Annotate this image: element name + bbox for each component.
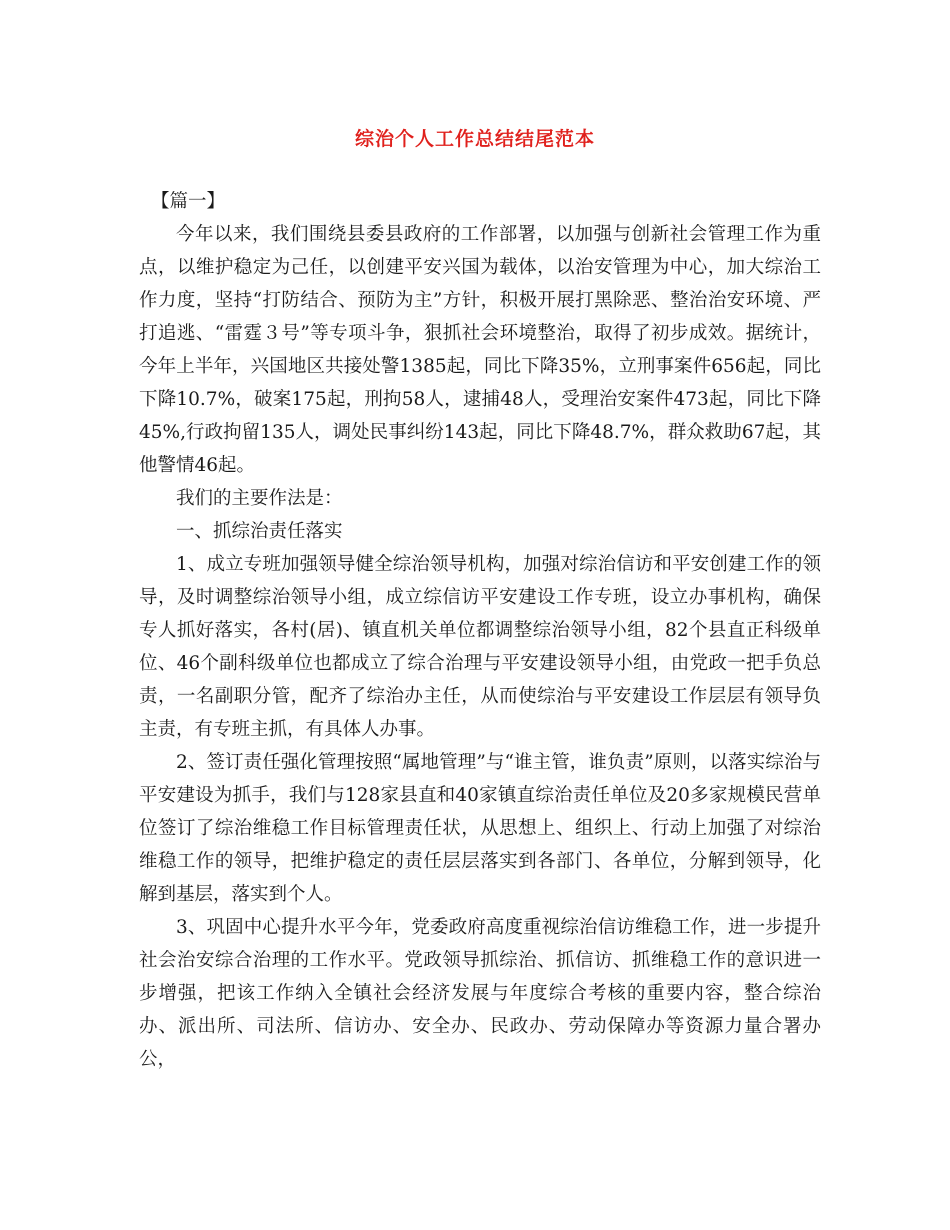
paragraph: 今年以来，我们围绕县委县政府的工作部署，以加强与创新社会管理工作为重点，以维护稳定为己任，以创建平安兴国为载体，以治安管理为中心，加大综治工作力度，坚持“打防结合、预防为主”方针，积极开展打黑除恶、整治治安环境、严打追逃、“雷霆３号”等专项斗争，狠抓社会环境整治，取得了初步成效。据统计，今年上半年，兴国地区共接处警1385起，同比下降35%，立刑事案件656起，同比下降10.7%，破案175起，刑拘58人，逮捕48人，受理治安案件473起，同比下降45%,行政拘留135人，调处民事纠纷143起，同比下降48.7%，群众救助67起，其他警情46起。 (139, 224, 821, 476)
paragraph: 2、签订责任强化管理按照“属地管理”与“谁主管，谁负责”原则，以落实综治与平安建设为抓手，我们与128家县直和40家镇直综治责任单位及20多家规模民营单位签订了综治维稳工作目标管理责任状，从思想上、组织上、行动上加强了对综治维稳工作的领导，把维护稳定的责任层层落实到各部门、各单位，分解到领导，化解到基层，落实到个人。 (139, 752, 821, 905)
document-body (139, 185, 821, 1076)
document-title: 综治个人工作总结结尾范本 (354, 128, 595, 150)
paragraph: 3、巩固中心提升水平今年，党委政府高度重视综治信访维稳工作，进一步提升社会治安综合治理的工作水平。党政领导抓综治、抓信访、抓维稳工作的意识进一步增强，把该工作纳入全镇社会经济发展与年度综合考核的重要内容，整合综治办、派出所、司法所、信访办、安全办、民政办、劳动保障办等资源力量合署办公， (139, 917, 821, 1070)
section-heading: 【篇一】 (151, 191, 226, 212)
paragraph: 我们的主要作法是： (176, 488, 343, 509)
paragraph: 1、成立专班加强领导健全综治领导机构，加强对综治信访和平安创建工作的领导，及时调整综治领导小组，成立综信访平安建设工作专班，设立办事机构，确保专人抓好落实，各村(居)、镇直机关单位都调整综治领导小组，82个县直正科级单位、46个副科级单位也都成立了综合治理与平安建设领导小组，由党政一把手负总责，一名副职分管，配齐了综治办主任，从而使综治与平安建设工作层层有领导负主责，有专班主抓，有具体人办事。 (139, 554, 821, 740)
paragraph: 一、抓综治责任落实 (176, 521, 343, 542)
